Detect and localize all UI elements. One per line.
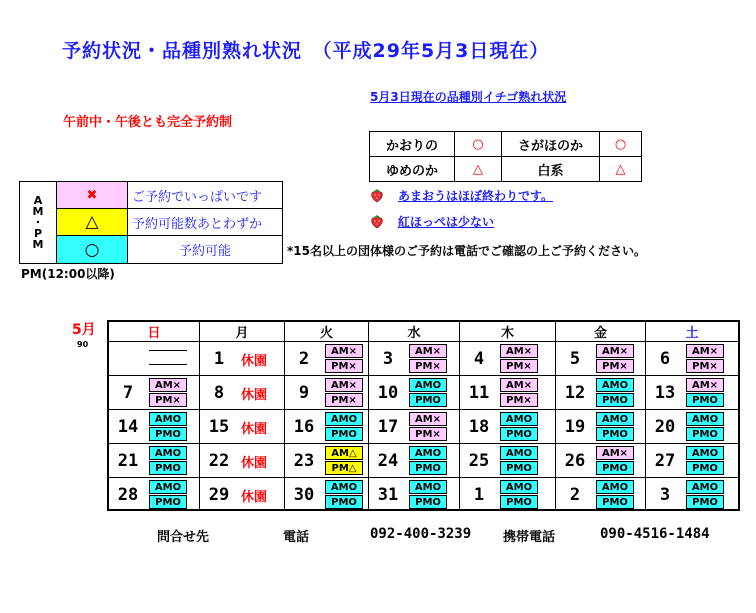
am-status: AM× <box>325 344 363 358</box>
am-status: AMO <box>686 446 724 460</box>
mobile-number: 090-4516-1484 <box>600 526 710 542</box>
calendar-week <box>109 409 738 443</box>
variety-status: △ <box>455 157 502 182</box>
legend-text: ご予約でいっぱいです <box>132 189 263 205</box>
weekday-header: 水 <box>369 322 460 341</box>
day-number: 15 <box>208 416 230 437</box>
day-number: 30 <box>293 484 315 505</box>
pm-status: PMO <box>325 427 363 441</box>
calendar-day <box>369 444 460 477</box>
pm-status: PMO <box>596 393 634 407</box>
calendar-day <box>646 444 738 477</box>
calendar-day <box>369 410 460 443</box>
day-number: 17 <box>377 416 399 437</box>
note-text: あまおうはほぼ終わりです。 <box>398 189 554 203</box>
day-number: 3 <box>659 484 671 505</box>
closed-label: 休園 <box>241 456 268 471</box>
pm-status: PMO <box>686 461 724 475</box>
calendar-day <box>200 478 285 511</box>
day-number <box>109 342 147 375</box>
day-number: 1 <box>473 484 485 505</box>
day-number: 5 <box>569 348 581 369</box>
am-status: AMO <box>596 412 634 426</box>
day-number: 2 <box>569 484 581 505</box>
closed-label: 休園 <box>241 490 268 505</box>
calendar-day <box>460 376 556 409</box>
mobile-label: 携帯電話 <box>503 530 556 545</box>
day-number: 14 <box>117 416 139 437</box>
calendar-day <box>109 444 200 477</box>
closed-label: 休園 <box>241 354 268 369</box>
pm-note: PM(12:00以降) <box>21 267 115 281</box>
pm-status: PM× <box>500 359 538 373</box>
day-number: 24 <box>377 450 399 471</box>
ripeness-subtitle: 5月3日現在の品種別イチゴ熟れ状況 <box>370 90 567 104</box>
pm-status: PMO <box>409 393 447 407</box>
pm-status: PMO <box>596 461 634 475</box>
note-text: 紅ほっぺは少ない <box>398 215 495 229</box>
day-number: 8 <box>213 382 225 403</box>
am-status: AMO <box>500 412 538 426</box>
am-status: AM× <box>500 378 538 392</box>
day-number: 23 <box>293 450 315 471</box>
pm-status: PMO <box>596 427 634 441</box>
empty-slot <box>149 364 187 365</box>
phone-label: 電話 <box>283 530 310 545</box>
am-status: AM× <box>596 446 634 460</box>
weekday-header: 土 <box>685 326 699 341</box>
day-number: 16 <box>293 416 315 437</box>
pm-status: PMO <box>149 427 187 441</box>
calendar-day <box>646 342 738 375</box>
variety-row <box>370 157 642 182</box>
day-number: 7 <box>122 382 134 403</box>
day-number: 28 <box>117 484 139 505</box>
calendar-day <box>285 342 369 375</box>
pm-status: PMO <box>500 461 538 475</box>
pm-status: PM× <box>500 393 538 407</box>
page-title: 予約状況・品種別熟れ状況 （平成29年5月3日現在） <box>62 40 550 62</box>
am-status: AMO <box>409 378 447 392</box>
pm-status: PMO <box>596 495 634 509</box>
calendar-day <box>200 444 285 477</box>
note-item <box>370 213 494 230</box>
variety-status: ○ <box>455 132 502 157</box>
pm-status: PMO <box>149 461 187 475</box>
day-number: 22 <box>208 450 230 471</box>
day-number: 20 <box>654 416 676 437</box>
day-number: 31 <box>377 484 399 505</box>
calendar-day <box>200 342 285 375</box>
calendar-week <box>109 443 738 477</box>
calendar-day <box>556 444 646 477</box>
few-icon: △ <box>57 209 128 235</box>
calendar-day <box>556 410 646 443</box>
calendar-week <box>109 341 738 375</box>
small-number: 90 <box>77 340 89 349</box>
calendar-day <box>200 376 285 409</box>
calendar-day <box>556 478 646 511</box>
phone-number: 092-400-3239 <box>370 526 472 542</box>
am-status: AMO <box>409 446 447 460</box>
month-label: 5月 <box>72 322 96 338</box>
am-status: AMO <box>409 480 447 494</box>
legend-row-available <box>57 236 282 263</box>
am-status: AMO <box>325 412 363 426</box>
variety-row <box>370 132 642 157</box>
am-status: AMO <box>596 378 634 392</box>
am-status: AMO <box>149 446 187 460</box>
variety-name: ゆめのか <box>370 157 455 182</box>
full-icon: ✖ <box>57 182 128 208</box>
empty-slot <box>149 350 187 351</box>
pm-status: PMO <box>325 495 363 509</box>
calendar-day <box>285 410 369 443</box>
am-status: AMO <box>149 412 187 426</box>
day-number: 13 <box>654 382 676 403</box>
calendar-day <box>285 444 369 477</box>
day-number: 26 <box>564 450 586 471</box>
pm-status: PMO <box>686 427 724 441</box>
day-number: 21 <box>117 450 139 471</box>
day-number: 9 <box>298 382 310 403</box>
calendar-day <box>285 478 369 511</box>
am-status: AM× <box>686 378 724 392</box>
pm-status: PM× <box>325 359 363 373</box>
am-status: AMO <box>325 480 363 494</box>
day-number: 10 <box>377 382 399 403</box>
am-status: AM× <box>149 378 187 392</box>
calendar-day <box>646 376 738 409</box>
ampm-label: A M ・ P M <box>20 182 57 263</box>
day-number: 2 <box>298 348 310 369</box>
pm-status: PMO <box>686 393 724 407</box>
reservation-calendar <box>107 320 740 511</box>
day-number: 25 <box>468 450 490 471</box>
weekday-header: 日 <box>109 322 200 341</box>
calendar-day <box>369 478 460 511</box>
variety-name: さがほのか <box>502 132 600 157</box>
calendar-day <box>200 410 285 443</box>
pm-status: PMO <box>500 427 538 441</box>
pm-status: PMO <box>409 461 447 475</box>
pm-status: PM△ <box>325 461 363 475</box>
variety-table <box>369 131 642 182</box>
day-number: 12 <box>564 382 586 403</box>
pm-status: PMO <box>686 495 724 509</box>
reservation-note: 午前中・午後とも完全予約制 <box>63 115 233 130</box>
calendar-week <box>109 477 738 511</box>
calendar-day <box>109 478 200 511</box>
day-number: 6 <box>659 348 671 369</box>
pm-status: PMO <box>500 495 538 509</box>
strawberry-icon <box>370 189 384 203</box>
contact-label: 問合せ先 <box>157 530 210 545</box>
closed-label: 休園 <box>241 422 268 437</box>
calendar-day <box>369 376 460 409</box>
pm-status: PM× <box>596 359 634 373</box>
am-status: AMO <box>686 412 724 426</box>
am-status: AM× <box>409 412 447 426</box>
calendar-day <box>369 342 460 375</box>
closed-label: 休園 <box>241 388 268 403</box>
calendar-day <box>460 410 556 443</box>
calendar-day <box>109 376 200 409</box>
am-status: AM× <box>325 378 363 392</box>
pm-status: PM× <box>325 393 363 407</box>
am-status: AM× <box>409 344 447 358</box>
variety-status: ○ <box>600 132 642 157</box>
calendar-day <box>646 410 738 443</box>
day-number: 3 <box>382 348 394 369</box>
calendar-day <box>460 478 556 511</box>
note-item <box>370 187 553 204</box>
calendar-day <box>109 342 200 375</box>
calendar-day <box>646 478 738 511</box>
day-number: 19 <box>564 416 586 437</box>
day-number: 27 <box>654 450 676 471</box>
weekday-header: 金 <box>556 322 646 341</box>
legend <box>19 181 283 264</box>
legend-text: 予約可能数あとわずか <box>132 216 263 232</box>
variety-name: 白系 <box>502 157 600 182</box>
day-number: 29 <box>208 484 230 505</box>
calendar-day <box>460 342 556 375</box>
available-icon: ○ <box>57 236 128 263</box>
pm-status: PM× <box>149 393 187 407</box>
calendar-day <box>285 376 369 409</box>
pm-status: PM× <box>409 359 447 373</box>
pm-status: PM× <box>686 359 724 373</box>
legend-row-few <box>57 209 282 236</box>
weekday-header: 火 <box>285 322 369 341</box>
legend-text: 予約可能 <box>178 244 231 259</box>
strawberry-icon <box>370 215 384 229</box>
calendar-day <box>109 410 200 443</box>
day-number: 1 <box>213 348 225 369</box>
calendar-week <box>109 375 738 409</box>
pm-status: PM× <box>409 427 447 441</box>
calendar-day <box>460 444 556 477</box>
am-status: AMO <box>596 480 634 494</box>
am-status: AMO <box>500 480 538 494</box>
am-status: AM△ <box>325 446 363 460</box>
variety-name: かおりの <box>370 132 455 157</box>
am-status: AM× <box>686 344 724 358</box>
day-number: 11 <box>468 382 490 403</box>
weekday-header: 月 <box>200 322 285 341</box>
weekday-header: 木 <box>460 322 556 341</box>
calendar-day <box>556 376 646 409</box>
pm-status: PMO <box>149 495 187 509</box>
calendar-day <box>556 342 646 375</box>
am-status: AMO <box>500 446 538 460</box>
am-status: AM× <box>500 344 538 358</box>
am-status: AMO <box>686 480 724 494</box>
legend-row-full <box>57 182 282 209</box>
day-number: 4 <box>473 348 485 369</box>
day-number: 18 <box>468 416 490 437</box>
am-status: AMO <box>149 480 187 494</box>
pm-status: PMO <box>409 495 447 509</box>
am-status: AM× <box>596 344 634 358</box>
group-note: *15名以上の団体様のご予約は電話でご確認の上ご予約ください。 <box>287 244 646 258</box>
variety-status: △ <box>600 157 642 182</box>
